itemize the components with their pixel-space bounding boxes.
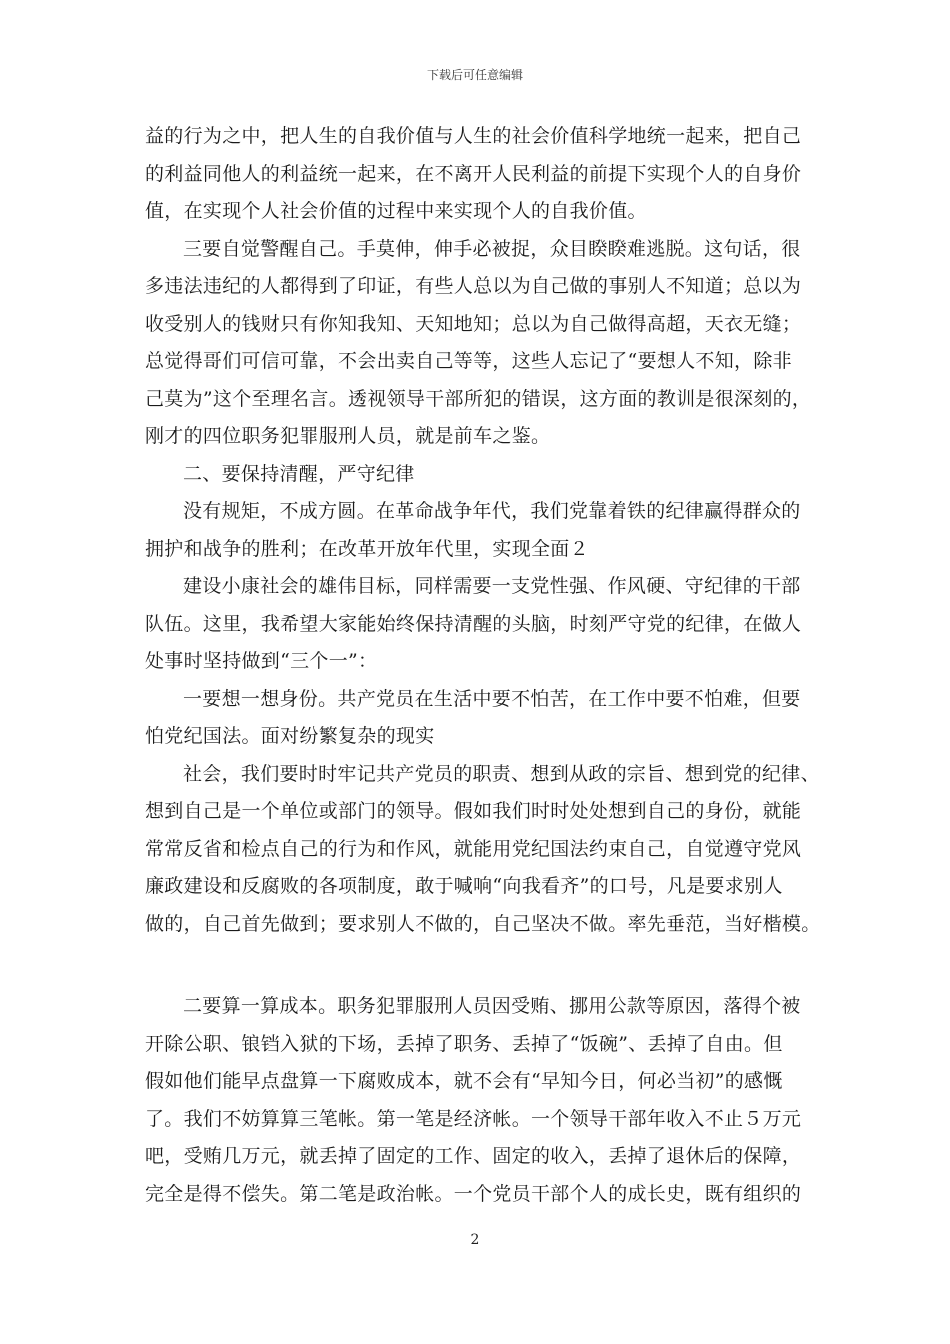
text-line: 常常反省和检点自己的行为和作风，就能用党纪国法约束自己，自觉遵守党风 [145, 837, 802, 860]
text-line: 廉政建设和反腐败的各项制度，敢于喊响“向我看齐”的口号，凡是要求别人 [145, 875, 783, 897]
text-line: 三要自觉警醒自己。手莫伸，伸手必被捉，众目睽睽难逃脱。这句话，很 [183, 237, 801, 260]
text-line: 完全是得不偿失。第二笔是政治帐。一个党员干部个人的成长史，既有组织的 [145, 1182, 802, 1205]
text-line: 己莫为”这个至理名言。透视领导干部所犯的错误，这方面的教训是很深刻的， [145, 387, 812, 410]
text-line: 一要想一想身份。共产党员在生活中要不怕苦，在工作中要不怕难，但要 [183, 687, 801, 710]
text-line: 益的行为之中，把人生的自我价值与人生的社会价值科学地统一起来，把自己 [145, 125, 802, 147]
text-line: 收受别人的钱财只有你知我知、天知地知；总以为自己做得高超，天衣无缝； [145, 312, 802, 335]
text-line: 队伍。这里，我希望大家能始终保持清醒的头脑，时刻严守党的纪律，在做人 [145, 612, 802, 635]
text-line: 拥护和战争的胜利；在改革开放年代里，实现全面２ [145, 537, 589, 560]
text-line: 建设小康社会的雄伟目标，同样需要一支党性强、作风硬、守纪律的干部 [183, 575, 801, 597]
text-line: 没有规矩，不成方圆。在革命战争年代，我们党靠着铁的纪律赢得群众的 [183, 500, 801, 522]
page-number: 2 [470, 1232, 480, 1248]
text-line: 了。我们不妨算算三笔帐。第一笔是经济帐。一个领导干部年收入不止５万元 [145, 1107, 802, 1130]
text-line: 值，在实现个人社会价值的过程中来实现个人的自我价值。 [145, 200, 647, 222]
paragraph-gap [145, 943, 817, 988]
text-line: 的利益同他人的利益统一起来，在不离开人民利益的前提下实现个人的自身价 [145, 162, 802, 185]
text-line: 怕党纪国法。面对纷繁复杂的现实 [145, 725, 435, 747]
text-section-a [145, 118, 821, 943]
text-line: 总觉得哥们可信可靠，不会出卖自己等等，这些人忘记了“要想人不知，除非 [145, 350, 792, 372]
page-header: 下载后可任意编辑 [426, 68, 523, 82]
text-section-b [145, 988, 817, 1213]
text-line: 二要算一算成本。职务犯罪服刑人员因受贿、挪用公款等原因，落得个被 [183, 995, 801, 1017]
text-line: 二、要保持清醒，严守纪律 [183, 462, 415, 485]
text-line: 多违法违纪的人都得到了印证，有些人总以为自己做的事别人不知道；总以为 [145, 275, 802, 297]
document-body [145, 118, 821, 1213]
text-line: 处事时坚持做到“三个一”： [145, 650, 378, 672]
text-line: 想到自己是一个单位或部门的领导。假如我们时时处处想到自己的身份，就能 [145, 800, 802, 822]
text-line: 开除公职、锒铛入狱的下场，丢掉了职务、丢掉了“饭碗”、丢掉了自由。但 [145, 1032, 783, 1055]
text-line: 吧，受贿几万元，就丢掉了固定的工作、固定的收入，丢掉了退休后的保障， [145, 1145, 802, 1167]
text-line: 刚才的四位职务犯罪服刑人员，就是前车之鉴。 [145, 425, 551, 447]
text-line: 假如他们能早点盘算一下腐败成本，就不会有“早知今日，何必当初”的感慨 [145, 1070, 783, 1092]
text-line: 社会，我们要时时牢记共产党员的职责、想到从政的宗旨、想到党的纪律、 [183, 762, 820, 785]
text-line: 做的，自己首先做到；要求别人不做的，自己坚决不做。率先垂范，当好楷模。 [145, 912, 821, 935]
